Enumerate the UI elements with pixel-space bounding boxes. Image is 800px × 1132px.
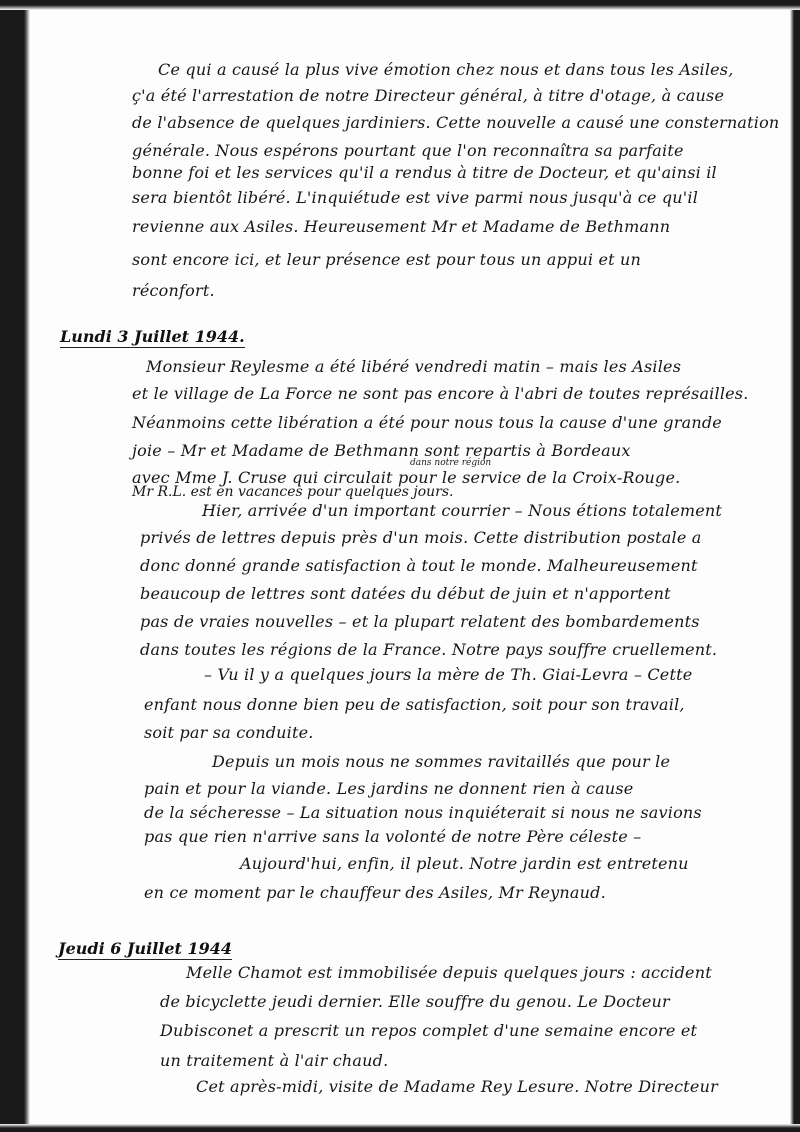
text-line: enfant nous donne bien peu de satisfaction, soit pour son travail, [144,695,685,714]
text-line: Mr R.L. est en vacances pour quelques jours. [132,484,454,500]
text-line: beaucoup de lettres sont datées du début de juin et n'apportent [140,584,671,603]
text-line: joie – Mr et Madame de Bethmann sont repartis à Bordeaux [132,441,631,460]
text-line: et le village de La Force ne sont pas encore à l'abri de toutes représailles. [132,384,749,403]
text-line: en ce moment par le chauffeur des Asiles, Mr Reynaud. [144,883,606,902]
interline-insertion: dans notre région [410,458,492,468]
text-line: ç'a été l'arrestation de notre Directeur général, à titre d'otage, à cause [132,86,725,105]
text-line: Cet après-midi, visite de Madame Rey Lesure. Notre Directeur [196,1077,718,1096]
scan-border-right [790,0,800,1132]
text-line: générale. Nous espérons pourtant que l'on reconnaîtra sa parfaite [132,141,684,160]
text-line: Hier, arrivée d'un important courrier – Nous étions totalement [202,501,723,520]
text-line: de la sécheresse – La situation nous inquiéterait si nous ne savions [144,803,702,822]
text-line: soit par sa conduite. [144,723,314,742]
text-line: Dubisconet a prescrit un repos complet d'une semaine encore et [160,1021,698,1040]
scan-border-top [0,0,800,10]
text-line: avec Mme J. Cruse qui circulait pour le service de la Croix-Rouge. [132,468,681,487]
entry-date-heading: Jeudi 6 Juillet 1944 [58,939,233,958]
text-line: pas que rien n'arrive sans la volonté de notre Père céleste – [144,827,642,846]
scan-border-left [0,0,30,1132]
text-line: de l'absence de quelques jardiniers. Cette nouvelle a causé une consternation [132,113,780,132]
text-line: réconfort. [132,281,215,300]
text-line: Ce qui a causé la plus vive émotion chez nous et dans tous les Asiles, [158,60,734,79]
text-line: – Vu il y a quelques jours la mère de Th. Giai-Levra – Cette [204,665,693,684]
text-line: sont encore ici, et leur présence est pour tous un appui et un [132,250,642,269]
text-line: Depuis un mois nous ne sommes ravitaillés que pour le [212,752,671,771]
text-line: Aujourd'hui, enfin, il pleut. Notre jardin est entretenu [240,854,689,873]
entry-date-heading: Lundi 3 Juillet 1944. [60,327,245,346]
text-line: dans toutes les régions de la France. Notre pays souffre cruellement. [140,640,718,659]
text-line: bonne foi et les services qu'il a rendus à titre de Docteur, et qu'ainsi il [132,163,717,182]
text-line: pas de vraies nouvelles – et la plupart relatent des bombardements [140,612,700,631]
text-line: de bicyclette jeudi dernier. Elle souffre du genou. Le Docteur [160,992,670,1011]
text-line: Néanmoins cette libération a été pour nous tous la cause d'une grande [132,413,722,432]
text-line: sera bientôt libéré. L'inquiétude est vive parmi nous jusqu'à ce qu'il [132,188,699,207]
text-line: privés de lettres depuis près d'un mois. Cette distribution postale a [140,528,702,547]
scan-border-bottom [0,1124,800,1132]
text-line: Melle Chamot est immobilisée depuis quelques jours : accident [186,963,712,982]
text-line: pain et pour la viande. Les jardins ne donnent rien à cause [144,779,634,798]
text-line: donc donné grande satisfaction à tout le monde. Malheureusement [140,556,698,575]
text-line: revienne aux Asiles. Heureusement Mr et Madame de Bethmann [132,217,671,236]
text-line: un traitement à l'air chaud. [160,1051,389,1070]
text-line: Monsieur Reylesme a été libéré vendredi matin – mais les Asiles [146,357,682,376]
